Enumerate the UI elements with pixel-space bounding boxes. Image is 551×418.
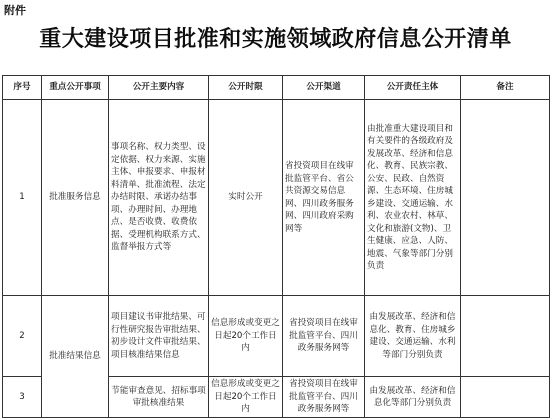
cell-responsible: 由发展改革、经济和信息化、教育、住房城乡建设、交通运输、水利等部门分别负责 (365, 296, 461, 377)
header-content: 公开主要内容 (109, 76, 209, 100)
cell-no: 2 (3, 296, 42, 377)
cell-deadline: 实时公开 (209, 100, 283, 296)
cell-no: 3 (3, 377, 42, 418)
page-title: 重大建设项目批准和实施领域政府信息公开清单 (39, 27, 512, 52)
cell-channel: 省投资项目在线审批监管平台、四川政务服务网等 (283, 296, 365, 377)
header-item: 重点公开事项 (42, 76, 109, 100)
cell-note (461, 377, 550, 418)
cell-responsible: 由发展改革、经济和信息化等部门分别负责 (365, 377, 461, 418)
cell-deadline: 信息形成或变更之日起20个工作日内 (209, 296, 283, 377)
table-row (3, 100, 550, 296)
disclosure-table (2, 75, 550, 418)
cell-note (461, 296, 550, 377)
header-note: 备注 (461, 76, 550, 100)
header-responsible: 公开责任主体 (365, 76, 461, 100)
cell-content: 项目建议书审批结果、可行性研究报告审批结果、初步设计文件审批结果、项目核准结果信息 (109, 296, 209, 377)
header-no: 序号 (3, 76, 42, 100)
cell-channel: 省投资项目在线审批监管平台、四川政务服务网等 (283, 377, 365, 418)
cell-item: 批准结果信息 (42, 296, 109, 418)
attachment-label: 附件 (4, 4, 26, 17)
table-header-row (3, 76, 550, 100)
cell-note (461, 100, 550, 296)
cell-item: 批准服务信息 (42, 100, 109, 296)
table-row (3, 296, 550, 377)
cell-content: 事项名称、权力类型、设定依据、权力来源、实施主体、申报要求、申报材料清单、批准流程、法定办结时限、承诺办结事项、办理时间、办理地点、是否收费、收费依据、受理机构联系方式、监督举报方式等 (109, 100, 209, 296)
cell-content: 节能审查意见、招标事项审批核准结果 (109, 377, 209, 418)
cell-no: 1 (3, 100, 42, 296)
header-deadline: 公开时限 (209, 76, 283, 100)
cell-channel: 省投资项目在线审批监管平台、省公共资源交易信息网、四川政务服务网、四川政府采购网等 (283, 100, 365, 296)
cell-deadline: 信息形成或变更之日起20个工作日内 (209, 377, 283, 418)
header-channel: 公开渠道 (283, 76, 365, 100)
cell-responsible: 由批准重大建设项目和有关要件的各级政府及发展改革、经济和信息化、教育、民族宗教、公安、民政、自然资源、生态环境、住房城乡建设、交通运输、水利、农业农村、林草、文化和旅游(文物)、卫生健康、应急、人防、地震、气象等部门分别负责 (365, 100, 461, 296)
